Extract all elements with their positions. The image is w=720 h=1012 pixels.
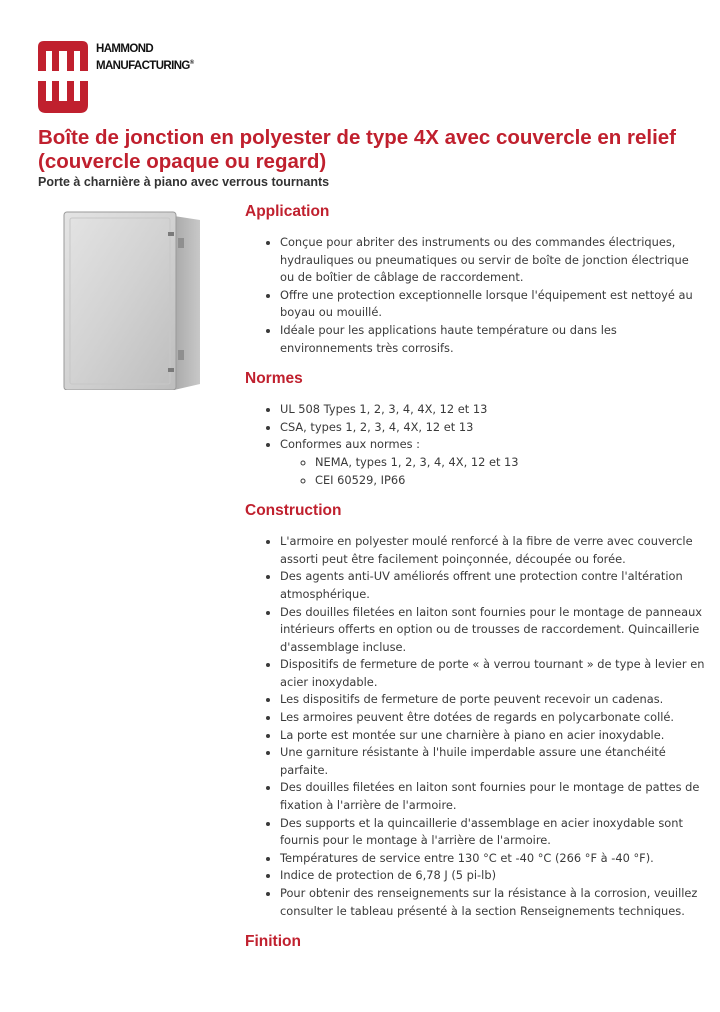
- list-item: • Des douilles filetées en laiton sont fournies pour le montage de pattes de fixation à l'arrière de l'armoire.: [280, 779, 705, 814]
- list-item: • Indice de protection de 6,78 J (5 pi-lb): [280, 867, 705, 885]
- page-subtitle: Porte à charnière à piano avec verrous tournants: [38, 175, 330, 189]
- sub-list-item: ◦ CEI 60529, IP66: [315, 472, 705, 490]
- heading-finition: Finition: [245, 933, 301, 951]
- enclosure-product-image: [62, 208, 204, 390]
- brand-line2: MANUFACTURING: [96, 59, 190, 72]
- section-construction: [245, 501, 705, 920]
- list-item: • Les armoires peuvent être dotées de regards en polycarbonate collé.: [280, 709, 705, 727]
- list-item: • Des supports et la quincaillerie d'assemblage en acier inoxydable sont fournis pour le montage à l'arrière de l'armoire.: [280, 815, 705, 850]
- list-item: • La porte est montée sur une charnière à piano en acier inoxydable.: [280, 727, 705, 745]
- heading-application: Application: [245, 203, 330, 220]
- list-item: • Dispositifs de fermeture de porte « à verrou tournant » de type à levier en acier inoxydable.: [280, 656, 705, 691]
- brand-registered-mark: ®: [189, 60, 194, 66]
- hammond-logo-mark-icon: [38, 41, 88, 113]
- list-item: • UL 508 Types 1, 2, 3, 4, 4X, 12 et 13: [280, 401, 705, 419]
- list-item-text: Conformes aux normes :: [280, 437, 420, 452]
- list-item: [280, 436, 705, 489]
- list-item: • Conçue pour abriter des instruments ou des commandes électriques, hydrauliques ou pneumatiques ou servir de boîte de jonction électrique ou de boîtier de câblage de raccordement.: [280, 234, 705, 287]
- heading-construction: Construction: [245, 502, 342, 520]
- list-item: • L'armoire en polyester moulé renforcé à la fibre de verre avec couvercle assorti peut être facilement poinçonnée, découpée ou forée.: [280, 533, 705, 568]
- section-finition: [245, 932, 705, 952]
- list-item: • Idéale pour les applications haute température ou dans les environnements très corrosifs.: [280, 322, 705, 357]
- sub-list-item: ◦ NEMA, types 1, 2, 3, 4, 4X, 12 et 13: [315, 454, 705, 472]
- list-item: • Températures de service entre 130 °C et -40 °C (266 °F à -40 °F).: [280, 850, 705, 868]
- normes-list: [245, 401, 705, 489]
- construction-list: [245, 533, 705, 920]
- page-title: Boîte de jonction en polyester de type 4X avec couvercle en relief (couvercle opaque ou regard): [38, 126, 677, 173]
- hammond-logo: [38, 41, 228, 113]
- section-application: [245, 202, 705, 357]
- list-item: • Offre une protection exceptionnelle lorsque l'équipement est nettoyé au boyau ou mouillé.: [280, 287, 705, 322]
- heading-normes: Normes: [245, 370, 303, 388]
- brand-line1: HAMMOND: [96, 43, 154, 55]
- list-item: • Pour obtenir des renseignements sur la résistance à la corrosion, veuillez consulter le tableau présenté à la section Renseignements techniques.: [280, 885, 705, 920]
- list-item: • Une garniture résistante à l'huile imperdable assure une étanchéité parfaite.: [280, 744, 705, 779]
- section-normes: [245, 369, 705, 489]
- list-item: • Les dispositifs de fermeture de porte peuvent recevoir un cadenas.: [280, 691, 705, 709]
- list-item: • Des douilles filetées en laiton sont fournies pour le montage de panneaux intérieurs offerts en option ou de trousses de raccordement. Quincaillerie d'assemblage incluse.: [280, 604, 705, 657]
- list-item: • CSA, types 1, 2, 3, 4, 4X, 12 et 13: [280, 419, 705, 437]
- application-list: [245, 234, 705, 357]
- normes-sublist: [280, 454, 705, 489]
- list-item: • Des agents anti-UV améliorés offrent une protection contre l'altération atmosphérique.: [280, 568, 705, 603]
